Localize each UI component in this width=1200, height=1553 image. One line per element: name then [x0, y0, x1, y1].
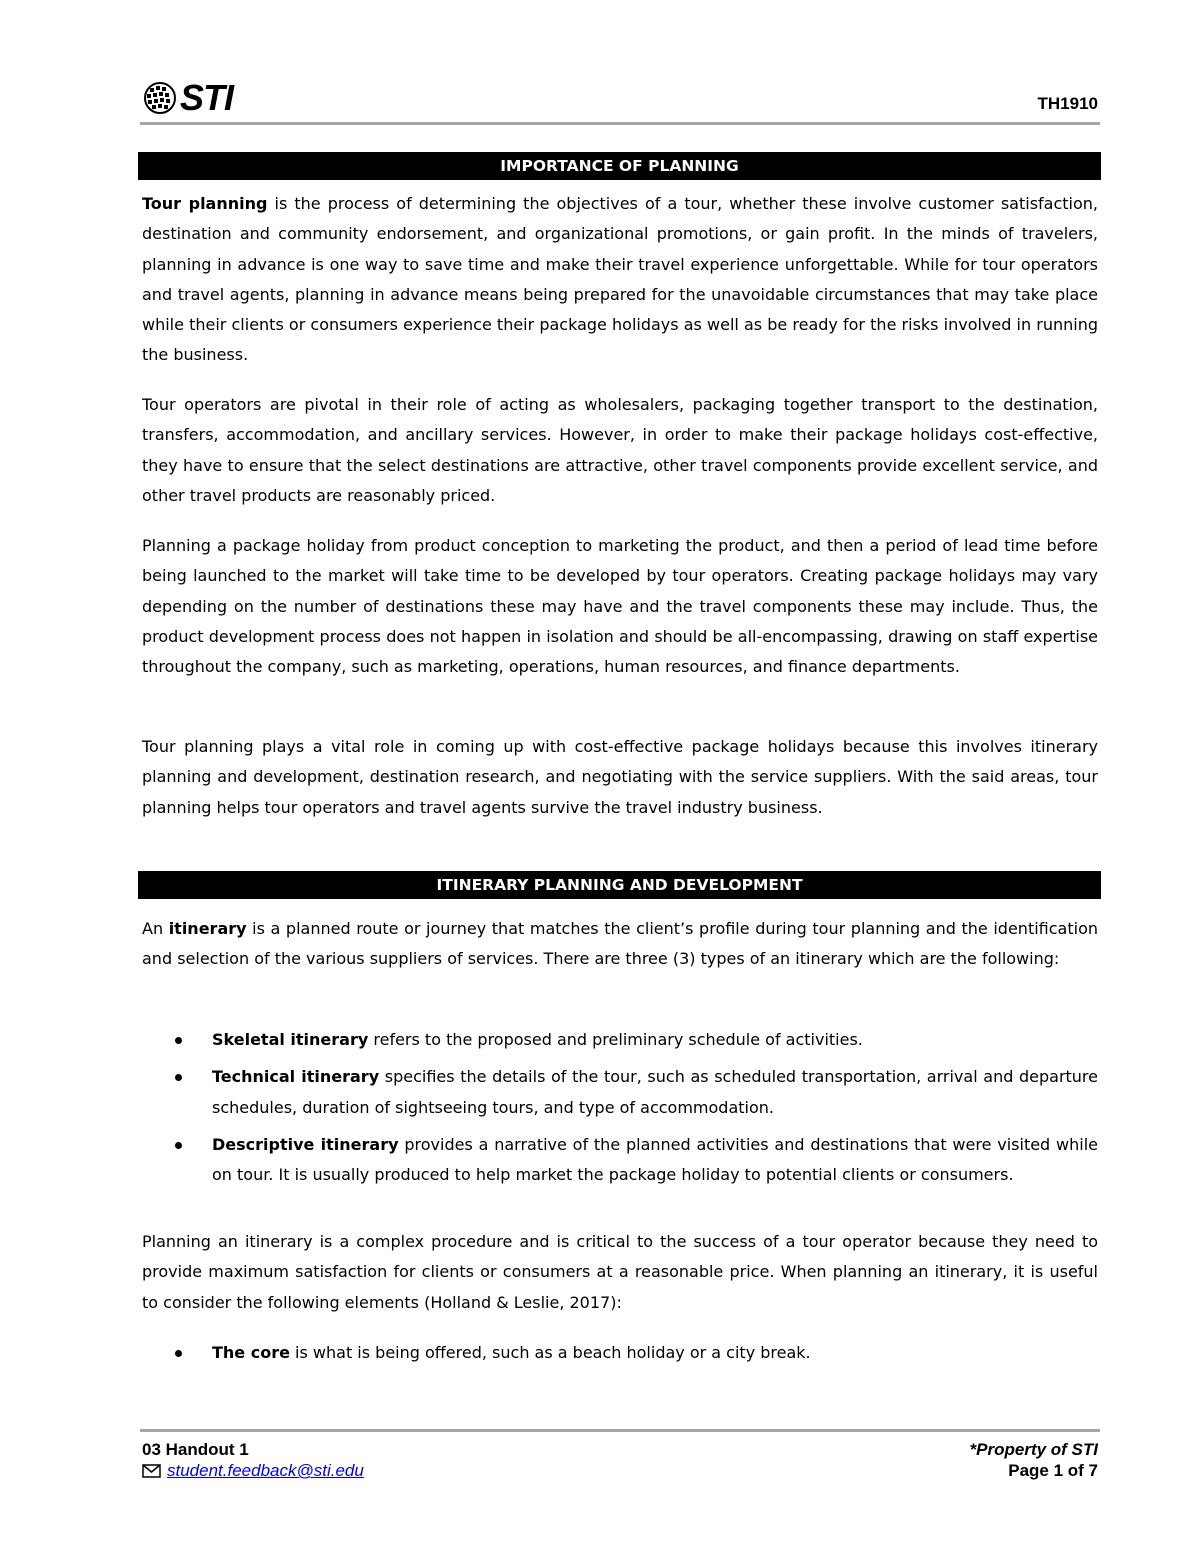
- type-desc: refers to the proposed and preliminary schedule of activities.: [368, 1030, 863, 1049]
- list-item: [142, 1338, 1098, 1368]
- bullet-icon: [175, 1074, 182, 1081]
- term-tour-planning: Tour planning: [142, 194, 268, 213]
- feedback-email-row: [142, 1461, 364, 1481]
- sti-logo: [142, 77, 234, 118]
- itinerary-elements-list: [142, 1338, 1098, 1368]
- document-code: TH1910: [1037, 94, 1098, 113]
- paragraph-planning-itinerary: Planning an itinerary is a complex procedure and is critical to the success of a tour operator because they need to provide maximum satisfaction for clients or consumers at a reasonable price. When planning an itinerary, it is useful to consider the following elements (Holland & Leslie, 2017):: [142, 1232, 1098, 1312]
- list-item: [142, 1130, 1098, 1191]
- section-banner-importance: IMPORTANCE OF PLANNING: [138, 152, 1101, 180]
- paragraph-text: is the process of determining the objectives of a tour, whether these involve customer satisfaction, destination and community endorsement, and organizational promotions, or gain profit. In the minds of travelers, planning in advance is one way to save time and make their travel experience unforgettable. While for tour operators and travel agents, planning in advance means being prepared for the unavoidable circumstances that may take place while their clients or consumers experience their package holidays as well as be ready for the risks involved in running the business.: [142, 194, 1098, 365]
- bullet-icon: [175, 1350, 182, 1357]
- type-desc: provides a narrative of the planned activities and destinations that were visited while on tour. It is usually produced to help market the package holiday to potential clients or consumers.: [212, 1134, 1098, 1185]
- paragraph-tour-planning: [142, 189, 1098, 371]
- term-descriptive: Descriptive itinerary: [212, 1134, 399, 1154]
- paragraph-itinerary-intro: [142, 914, 1098, 975]
- term-itinerary: itinerary: [168, 919, 247, 938]
- element-desc: is what is being offered, such as a beach holiday or a city break.: [289, 1343, 811, 1362]
- property-label: *Property of STI: [969, 1440, 1098, 1459]
- term-technical: Technical itinerary: [212, 1067, 380, 1087]
- header-divider: [140, 122, 1100, 125]
- bullet-icon: [175, 1142, 182, 1149]
- section-banner-itinerary: ITINERARY PLANNING AND DEVELOPMENT: [138, 871, 1101, 899]
- intro-post: is a planned route or journey that matches the client’s profile during tour planning and the identification and selection of the various suppliers of services. There are three (3) types of an itinerary which are the following:: [142, 919, 1098, 969]
- list-item: [142, 1062, 1098, 1123]
- feedback-email-link[interactable]: student.feedback@sti.edu: [167, 1461, 364, 1480]
- list-item: [142, 1025, 1098, 1055]
- paragraph-package-holiday: Planning a package holiday from product conception to marketing the product, and then a period of lead time before being launched to the market will take time to be developed by tour operators. Creating package holidays may vary depending on the number of destinations these may have and the travel components these may include. Thus, the product development process does not happen in isolation and should be all-encompassing, drawing on staff expertise throughout the company, such as marketing, operations, human resources, and finance departments.: [142, 536, 1098, 677]
- intro-pre: An: [142, 919, 169, 938]
- paragraph-vital-role: Tour planning plays a vital role in coming up with cost-effective package holidays because this involves itinerary planning and development, destination research, and negotiating with the service suppliers. With the said areas, tour planning helps tour operators and travel agents survive the travel industry business.: [142, 737, 1098, 817]
- handout-label: 03 Handout 1: [142, 1440, 249, 1459]
- envelope-icon: [142, 1464, 161, 1478]
- globe-icon: [142, 80, 178, 116]
- term-skeletal: Skeletal itinerary: [212, 1030, 369, 1049]
- type-desc: specifies the details of the tour, such as scheduled transportation, arrival and departure schedules, duration of sightseeing tours, and type of accommodation.: [212, 1067, 1099, 1117]
- footer-divider: [140, 1429, 1100, 1432]
- term-core: The core: [212, 1343, 290, 1362]
- itinerary-types-list: [142, 1025, 1098, 1190]
- logo-text: STI: [180, 77, 234, 118]
- page-number: Page 1 of 7: [1008, 1461, 1098, 1480]
- bullet-icon: [175, 1037, 182, 1044]
- paragraph-tour-operators: Tour operators are pivotal in their role of acting as wholesalers, packaging together transport to the destination, transfers, accommodation, and ancillary services. However, in order to make their package holidays cost-effective, they have to ensure that the select destinations are attractive, other travel components provide excellent service, and other travel products are reasonably priced.: [142, 395, 1098, 505]
